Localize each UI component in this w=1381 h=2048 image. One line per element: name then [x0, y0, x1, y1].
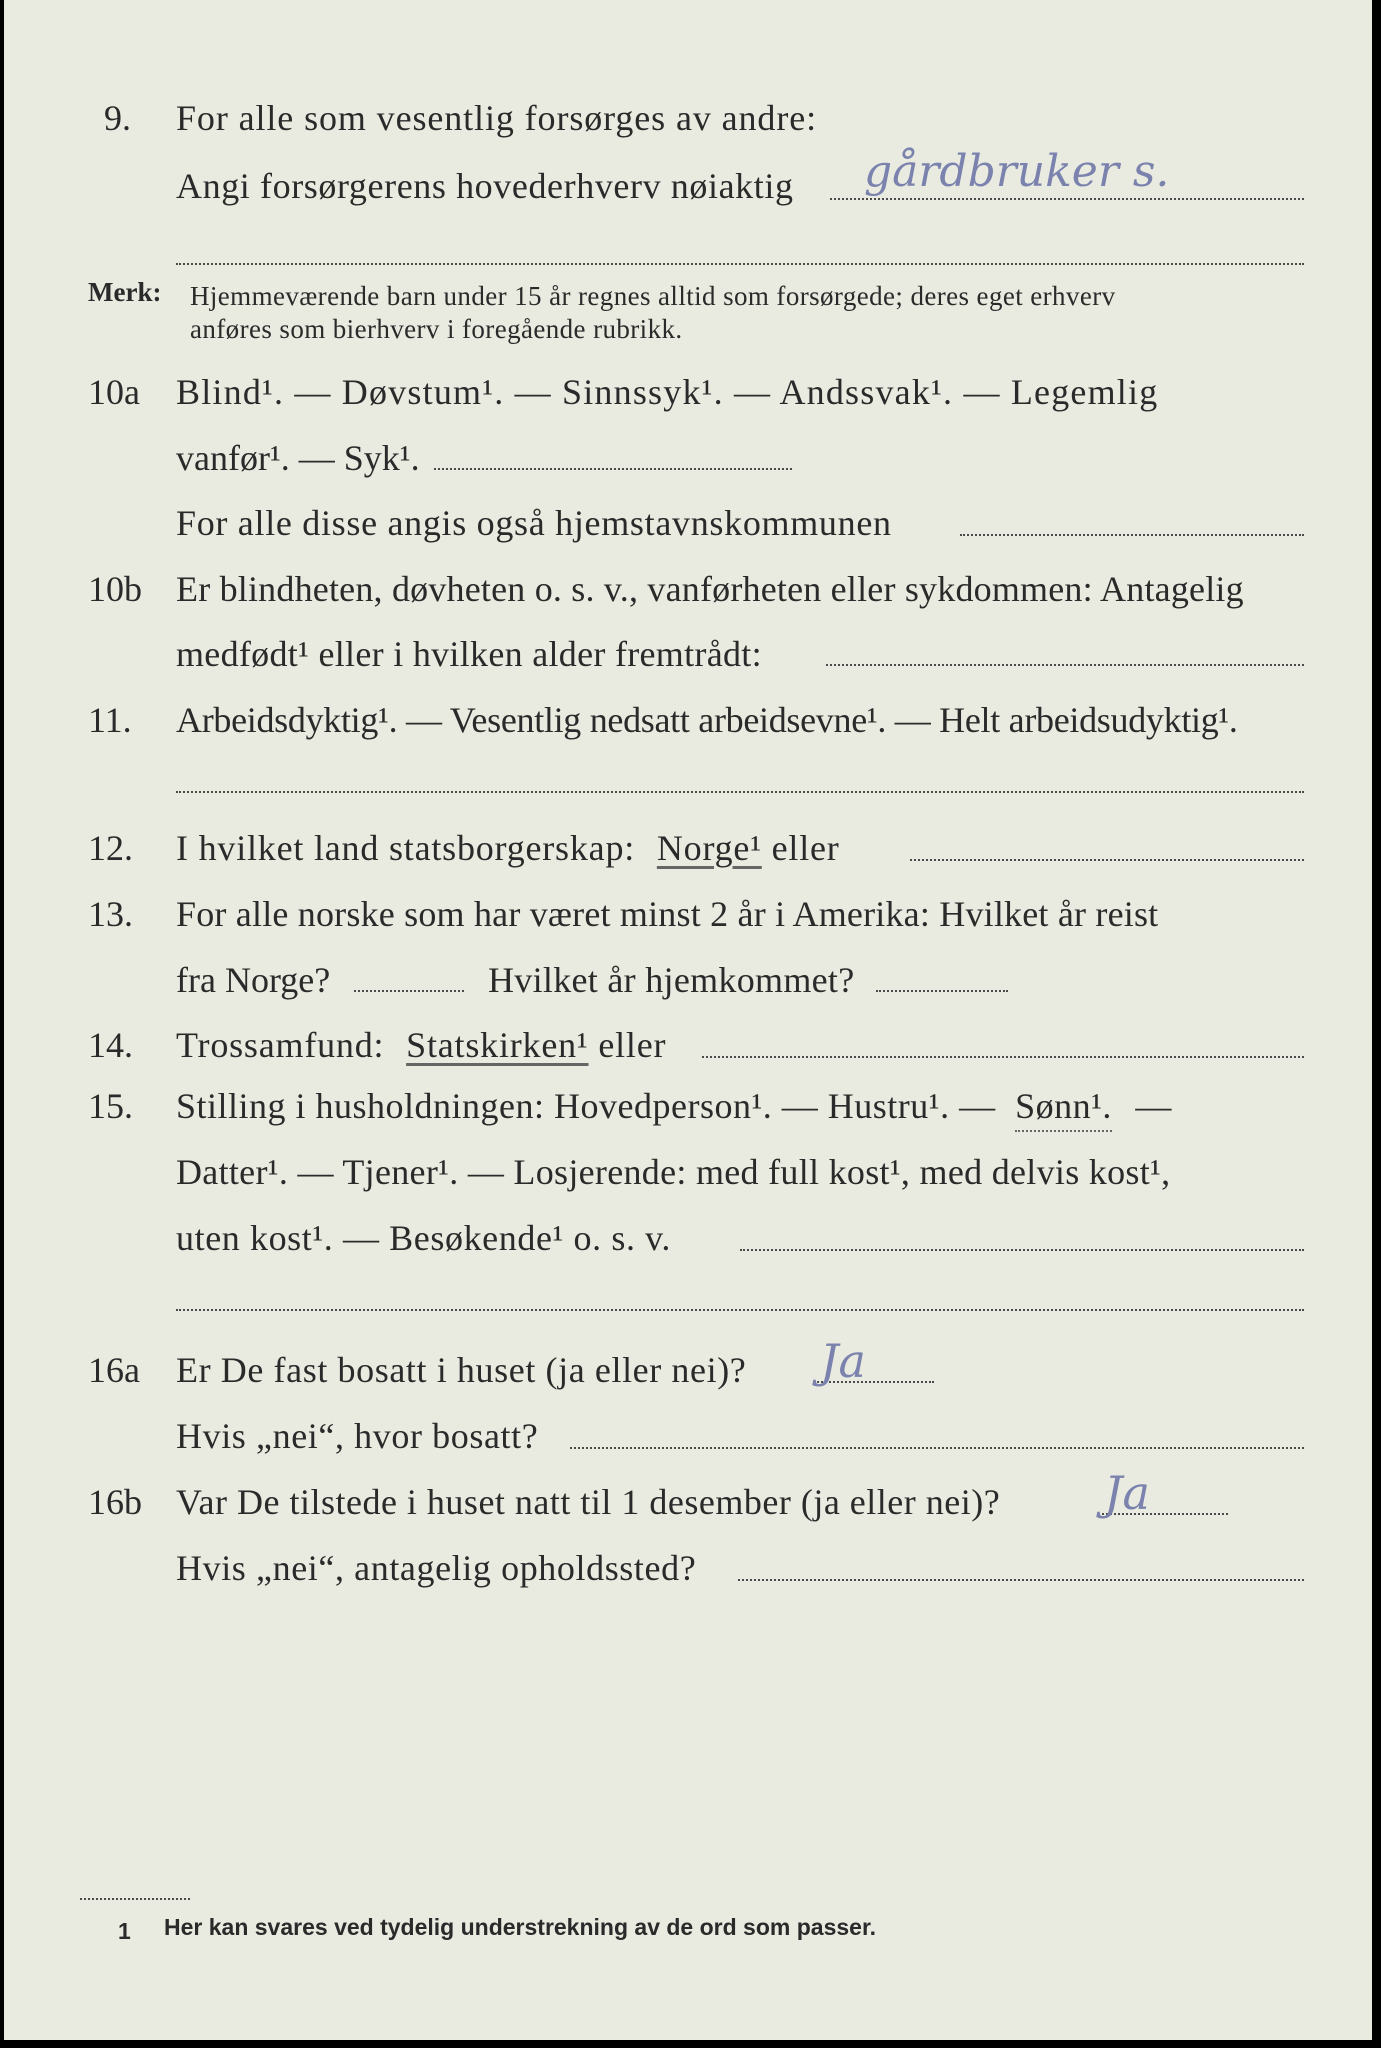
q15-line1b: —	[1135, 1086, 1172, 1126]
q10a-number: 10a	[88, 372, 140, 412]
q15-extra-line	[176, 1309, 1304, 1311]
q14-statskirken[interactable]: Statskirken¹	[406, 1025, 589, 1065]
q11-number: 11.	[88, 700, 132, 740]
q16a-line1: Er De fast bosatt i huset (ja eller nei)?	[176, 1350, 747, 1390]
q10a-hjemstavn-line[interactable]	[960, 534, 1304, 536]
form-page	[4, 0, 1372, 2040]
q16b-handwritten-answer: Ja	[1104, 1466, 1150, 1520]
q12-number: 12.	[88, 828, 133, 868]
merk-line1: Hjemmeværende barn under 15 år regnes alltid som forsørgede; deres eget erhverv	[190, 281, 1116, 311]
q12-norge[interactable]: Norge¹	[656, 828, 762, 868]
footnote-rule	[80, 1898, 190, 1900]
q16b-opholdssted-line[interactable]	[738, 1579, 1304, 1581]
q15-line1a: Stilling i husholdningen: Hovedperson¹. — Hustru¹. —	[176, 1086, 996, 1126]
footnote-text: Her kan svares ved tydelig understrekning av de ord som passer.	[164, 1914, 877, 1940]
q9-number: 9.	[104, 98, 131, 138]
q16a-line2: Hvis „nei“, hvor bosatt?	[176, 1416, 539, 1456]
q10b-line1: Er blindheten, døvheten o. s. v., vanførheten eller sykdommen: Antagelig	[176, 569, 1244, 609]
q13-number: 13.	[88, 894, 133, 934]
q9-line1: For alle som vesentlig forsørges av andre:	[176, 98, 817, 138]
q16b-line2: Hvis „nei“, antagelig opholdssted?	[176, 1548, 697, 1588]
q16a-number: 16a	[88, 1350, 140, 1390]
q13-line2a: fra Norge?	[176, 960, 331, 1000]
q11-extra-line	[176, 791, 1304, 793]
q14-number: 14.	[88, 1025, 133, 1065]
merk-label: Merk:	[88, 277, 162, 307]
q13-reist-line[interactable]	[354, 990, 464, 992]
q15-line2: Datter¹. — Tjener¹. — Losjerende: med full kost¹, med delvis kost¹,	[176, 1152, 1171, 1192]
q16a-bosatt-line[interactable]	[570, 1447, 1304, 1449]
q16a-handwritten-answer: Ja	[820, 1334, 866, 1388]
q10a-line1: Blind¹. — Døvstum¹. — Sinnssyk¹. — Andssvak¹. — Legemlig	[176, 372, 1159, 412]
footnote-mark: 1	[118, 1918, 131, 1944]
q15-line3: uten kost¹. — Besøkende¹ o. s. v.	[176, 1218, 672, 1258]
q13-line2b: Hvilket år hjemkommet?	[488, 960, 855, 1000]
q14-post: eller	[598, 1025, 667, 1065]
q15-number: 15.	[88, 1086, 133, 1126]
q14-text	[176, 1027, 666, 1063]
q11-line1: Arbeidsdyktig¹. — Vesentlig nedsatt arbeidsevne¹. — Helt arbeidsudyktig¹.	[176, 700, 1238, 740]
q13-line1: For alle norske som har været minst 2 år i Amerika: Hvilket år reist	[176, 894, 1159, 934]
q16b-number: 16b	[88, 1482, 142, 1522]
q10b-answer-line[interactable]	[826, 664, 1304, 666]
q9-handwritten-answer: gårdbruker s.	[864, 146, 1170, 197]
q10b-number: 10b	[88, 569, 142, 609]
q15-answer-line[interactable]	[740, 1249, 1304, 1251]
q10b-line2: medfødt¹ eller i hvilken alder fremtrådt:	[176, 634, 762, 674]
q9-line2: Angi forsørgerens hovederhverv nøiaktig	[176, 166, 794, 206]
merk-line2: anføres som bierhverv i foregående rubrikk.	[190, 314, 683, 344]
q9-extra-line	[176, 263, 1304, 265]
q10a-line2: vanfør¹. — Syk¹.	[176, 438, 420, 478]
q16b-line1: Var De tilstede i huset natt til 1 desember (ja eller nei)?	[176, 1482, 1001, 1522]
q13-hjemkommet-line[interactable]	[876, 990, 1008, 992]
q9-answer-line[interactable]	[830, 198, 1304, 200]
q10a-line3: For alle disse angis også hjemstavnskommunen	[176, 503, 892, 543]
q15-line1	[176, 1088, 1172, 1124]
q12-post: eller	[771, 828, 840, 868]
q12-text	[176, 830, 840, 866]
q15-sonn[interactable]: Sønn¹.	[1015, 1086, 1112, 1132]
q12-pre: I hvilket land statsborgerskap:	[176, 828, 636, 868]
q12-answer-line[interactable]	[910, 859, 1304, 861]
q14-pre: Trossamfund:	[176, 1025, 385, 1065]
q10a-syk-line[interactable]	[434, 468, 792, 470]
q14-answer-line[interactable]	[702, 1056, 1304, 1058]
